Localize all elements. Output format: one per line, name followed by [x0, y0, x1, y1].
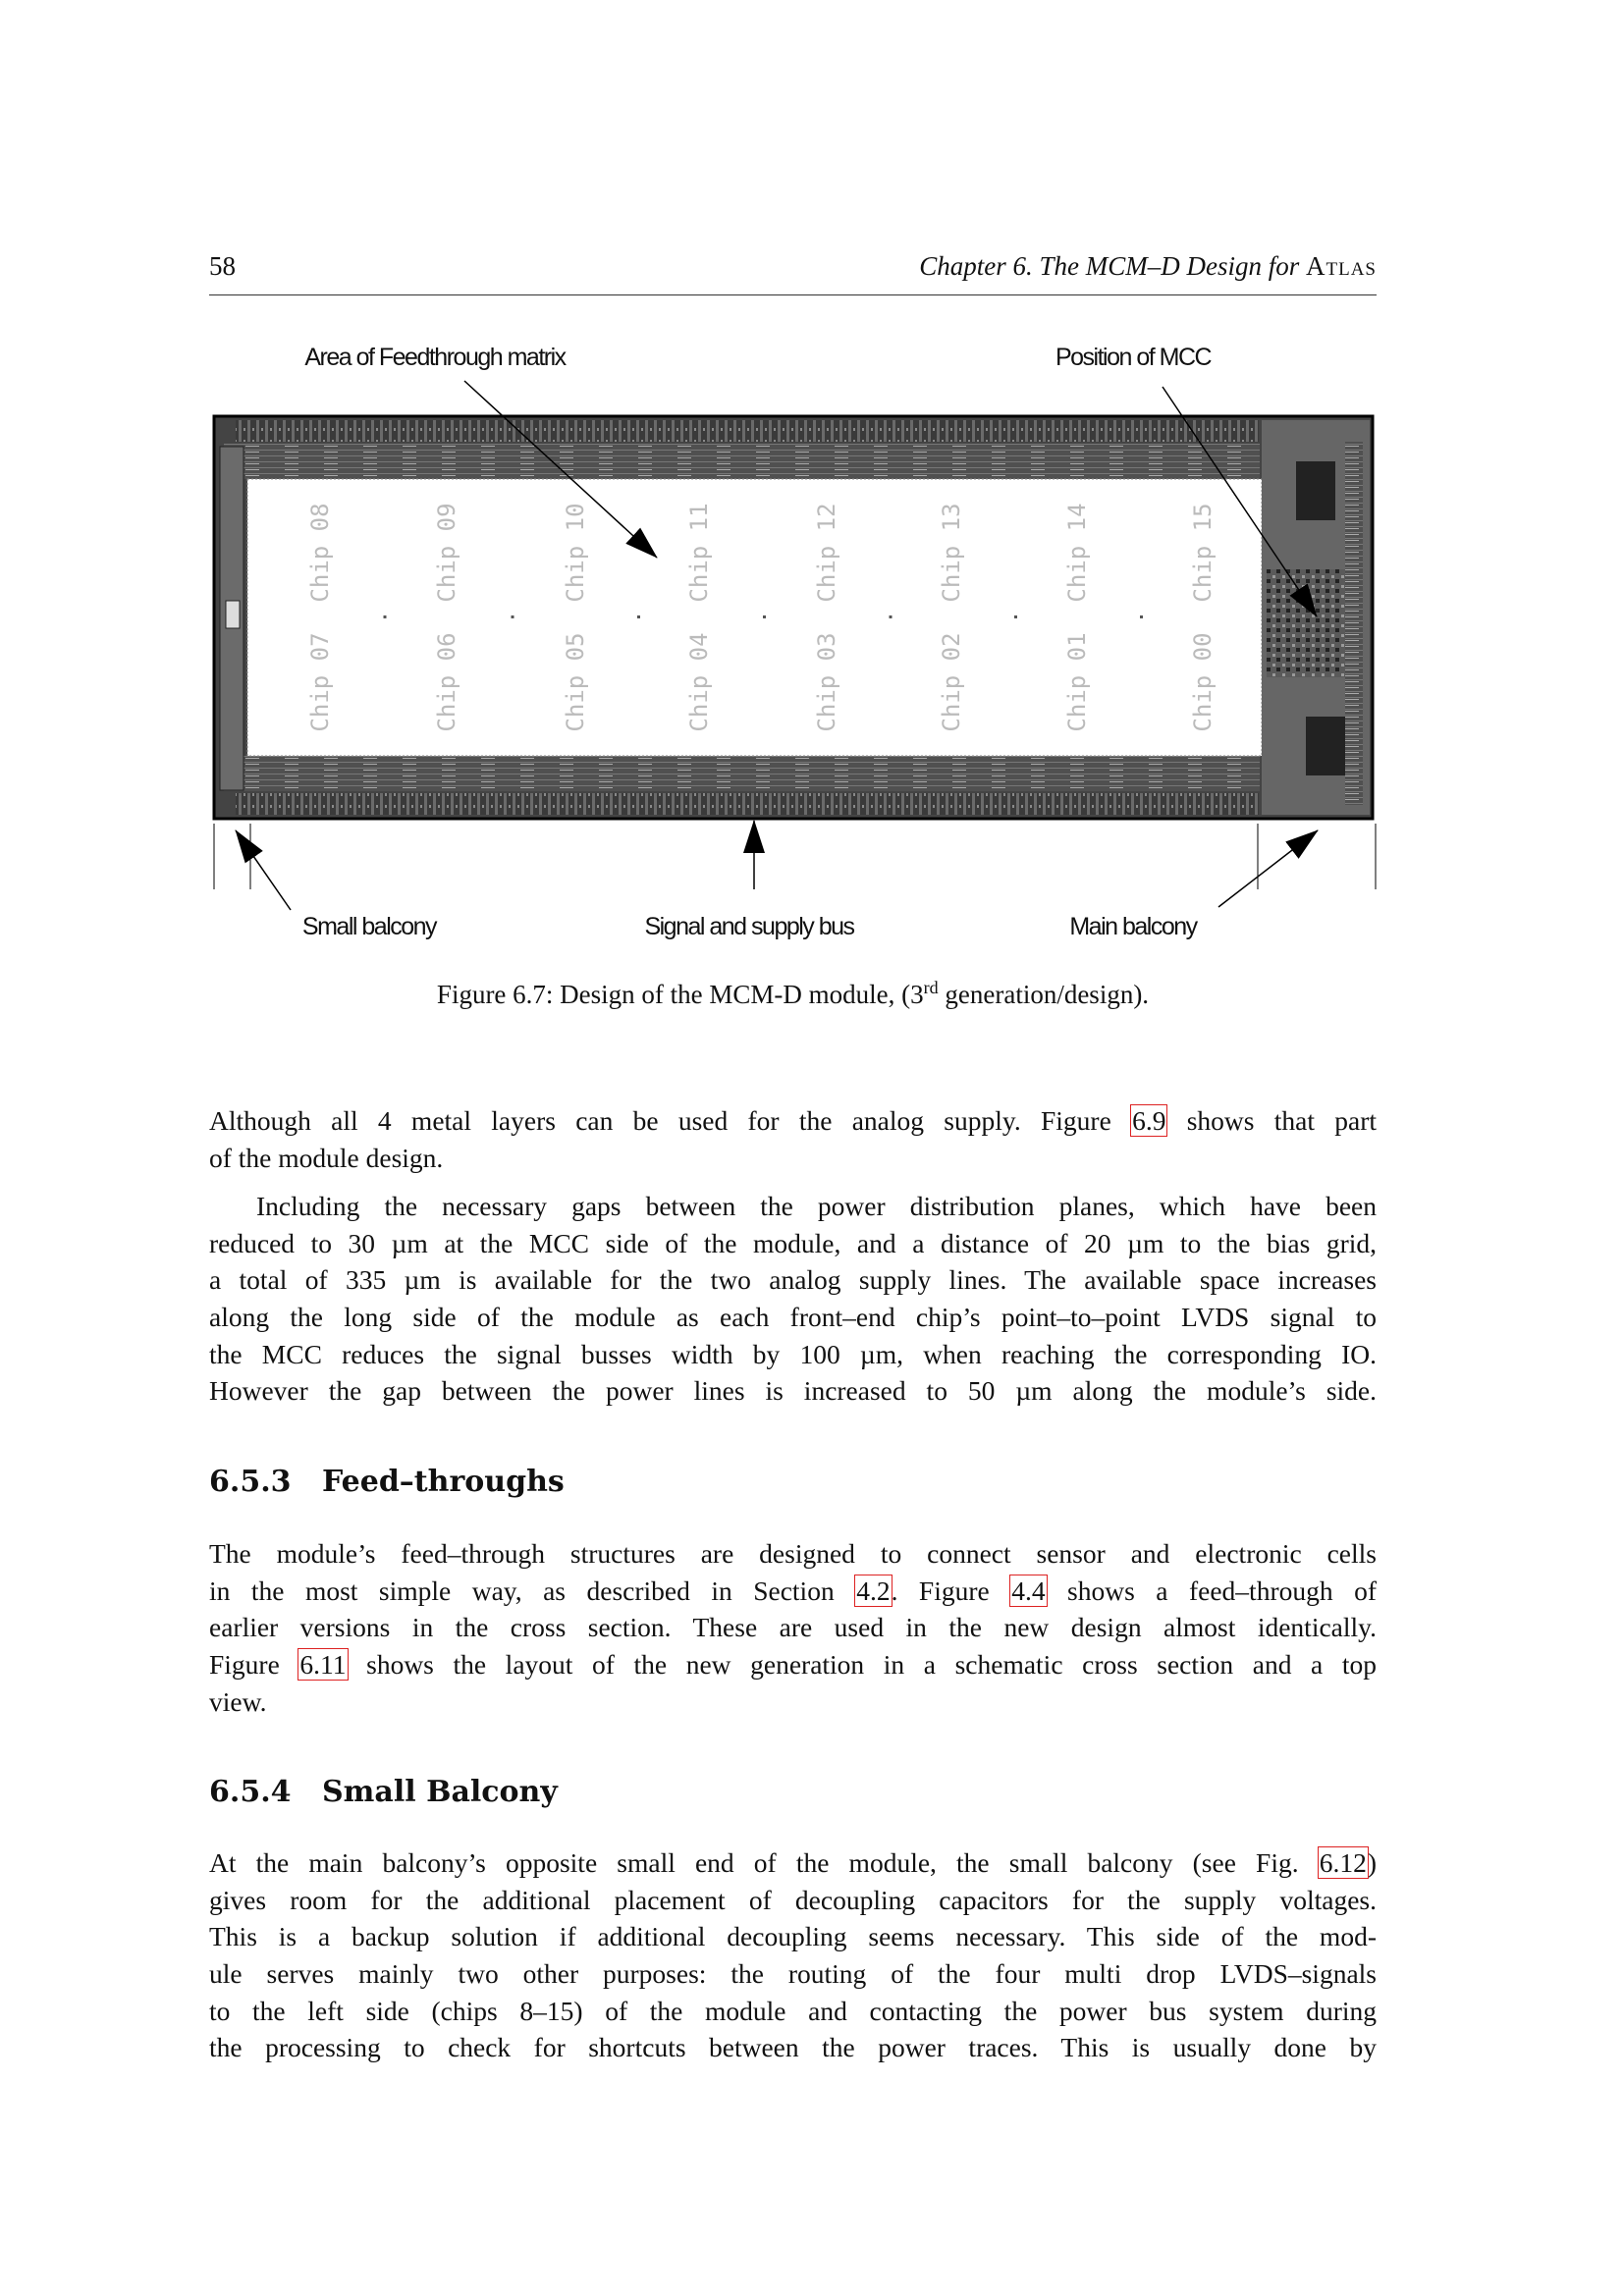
text-line: [209, 1573, 1377, 1610]
text-line: [209, 1140, 1377, 1177]
paragraph: [209, 1188, 1377, 1410]
chapter-title-smallcaps: Atlas: [1306, 251, 1377, 281]
text-run: reduced to 30 µm at the MCC side of the module, and a distance of 20 µm to the bias grid,: [209, 1227, 1377, 1258]
text-run: shows that part: [1166, 1105, 1377, 1136]
text-line: [209, 1609, 1377, 1646]
text-run: shows a feed–through of: [1046, 1575, 1377, 1606]
text-line: [209, 1646, 1377, 1683]
label-bus: Signal and supply bus: [644, 913, 854, 940]
chip-label: Chip 13: [938, 503, 965, 603]
text-run: ule serves mainly two other purposes: the routing of the four multi drop LVDS–signals: [209, 1958, 1377, 1990]
chapter-title: Chapter 6. The MCM–D Design for: [919, 251, 1306, 281]
caption-sup: rd: [923, 978, 939, 997]
text-run: the MCC reduces the signal busses width by 100 µm, when reaching the corresponding IO.: [209, 1338, 1377, 1369]
chip-label: Chip 15: [1189, 503, 1217, 603]
paragraph: [209, 1535, 1377, 1720]
chip-label: Chip 14: [1063, 503, 1091, 603]
section-number: 6.5.4: [209, 1775, 292, 1809]
text-line: [209, 1188, 1377, 1225]
main-balcony-arrow: [1218, 830, 1318, 907]
text-run: in the most simple way, as described in Section: [209, 1575, 856, 1606]
label-feedthrough: Area of Feedthrough matrix: [304, 344, 566, 371]
text-run: Including the necessary gaps between the power distribution planes, which have been: [256, 1191, 1377, 1221]
chip-separator-dot: [1140, 615, 1143, 618]
text-run: of the module design.: [209, 1142, 444, 1173]
text-run: At the main balcony’s opposite small end of the module, the small balcony (see Fig.: [209, 1847, 1319, 1878]
text-run: earlier versions in the cross section. These are used in the new design almost identically.: [209, 1612, 1377, 1643]
chip-label: Chip 08: [306, 503, 334, 603]
chip-label: Chip 06: [433, 632, 460, 732]
label-small-balcony: Small balcony: [301, 913, 437, 940]
caption-text: Figure 6.7: Design of the MCM-D module, (3: [436, 980, 924, 1009]
cross-reference-link[interactable]: 4.2: [856, 1575, 891, 1606]
label-main-balcony: Main balcony: [1069, 913, 1197, 940]
text-line: [209, 1261, 1377, 1299]
cross-reference-link[interactable]: 6.12: [1319, 1847, 1367, 1878]
module-layout-figure: [0, 0, 1623, 972]
text-run: along the long side of the module as each front–end chip’s point–to–point LVDS signal to: [209, 1302, 1377, 1333]
paragraph: [209, 1102, 1377, 1176]
text-run: view.: [209, 1685, 267, 1717]
chip-label: Chip 03: [813, 632, 840, 732]
chip-label: Chip 11: [685, 503, 713, 603]
chip-separator-dot: [384, 615, 387, 618]
small-balcony-arrow: [236, 830, 291, 910]
text-run: This is a backup solution if additional decoupling seems necessary. This side of the mod-: [209, 1921, 1377, 1952]
text-line: [209, 1993, 1377, 2030]
text-run: gives room for the additional placement of decoupling capacitors for the supply voltages.: [209, 1884, 1377, 1915]
text-run: However the gap between the power lines is increased to 50 µm along the module’s side.: [209, 1375, 1377, 1407]
section-heading: [209, 1775, 558, 1809]
chip-separator-dot: [890, 615, 893, 618]
module-outline: [214, 416, 1373, 819]
text-line: [209, 1955, 1377, 1993]
chip-label: Chip 00: [1189, 632, 1217, 732]
text-line: [209, 2029, 1377, 2066]
text-line: [209, 1535, 1377, 1573]
label-mcc: Position of MCC: [1055, 344, 1212, 371]
chip-label: Chip 12: [813, 503, 840, 603]
chip-separator-dot: [763, 615, 766, 618]
text-line: [209, 1102, 1377, 1140]
chip-label: Chip 05: [562, 632, 589, 732]
text-line: [209, 1372, 1377, 1410]
section-title: Small Balcony: [322, 1775, 558, 1809]
chip-label: Chip 09: [433, 503, 460, 603]
cross-reference-link[interactable]: 6.11: [299, 1649, 347, 1681]
text-run: shows the layout of the new generation in a schematic cross section and a top: [347, 1649, 1377, 1681]
text-run: . Figure: [891, 1575, 1011, 1606]
text-run: to the left side (chips 8–15) of the module and contacting the power bus system during: [209, 1995, 1377, 2026]
chip-separator-dot: [1014, 615, 1017, 618]
text-line: [209, 1844, 1377, 1882]
chip-label: Chip 10: [562, 503, 589, 603]
cross-reference-link[interactable]: 4.4: [1011, 1575, 1046, 1606]
text-line: [209, 1882, 1377, 1919]
chip-separator-dot: [512, 615, 514, 618]
cross-reference-link[interactable]: 6.9: [1132, 1105, 1166, 1136]
text-run: The module’s feed–through structures are designed to connect sensor and electronic cells: [209, 1538, 1377, 1569]
text-line: [209, 1225, 1377, 1262]
text-line: [209, 1336, 1377, 1373]
chip-label: Chip 02: [938, 632, 965, 732]
chip-separator-dot: [637, 615, 640, 618]
caption-text-end: generation/design).: [938, 980, 1150, 1009]
text-run: ): [1367, 1847, 1377, 1878]
chip-label: Chip 01: [1063, 632, 1091, 732]
section-title: Feed–throughs: [322, 1465, 565, 1499]
text-run: the processing to check for shortcuts between the power traces. This is usually done by: [209, 2032, 1377, 2063]
text-line: [209, 1683, 1377, 1721]
figure-caption: [209, 978, 1377, 1010]
text-run: Figure: [209, 1649, 299, 1681]
text-line: [209, 1918, 1377, 1955]
chip-label: Chip 04: [685, 632, 713, 732]
text-line: [209, 1299, 1377, 1336]
text-run: Although all 4 metal layers can be used for the analog supply. Figure: [209, 1105, 1132, 1136]
text-run: a total of 335 µm is available for the two analog supply lines. The available space increases: [209, 1264, 1377, 1296]
chip-label: Chip 07: [306, 632, 334, 732]
paragraph: [209, 1844, 1377, 2066]
section-heading: [209, 1465, 565, 1499]
section-number: 6.5.3: [209, 1465, 292, 1499]
page-number: 58: [209, 251, 236, 281]
mcc-area: [1267, 569, 1345, 677]
